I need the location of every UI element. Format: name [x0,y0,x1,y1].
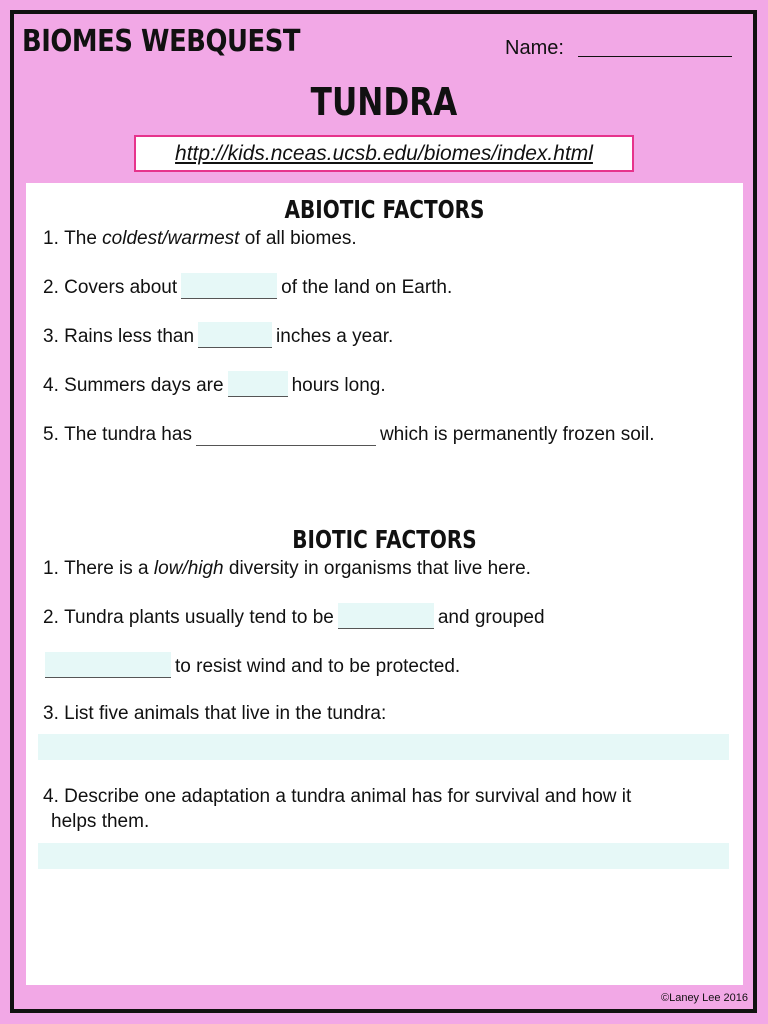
biotic-question-1 [43,558,531,580]
choice-text: low/high [153,558,224,579]
choice-text: coldest/warmest [102,228,240,249]
url-box [134,135,634,172]
question-text: and grouped [437,607,545,628]
question-text: Rains less than [64,326,195,347]
answer-blank[interactable] [198,322,272,348]
question-number: 5. [43,424,59,445]
question-number: 4. [43,375,59,396]
question-text: There is a [64,558,149,579]
question-text: helps them. [51,811,150,832]
abiotic-question-5 [43,420,655,446]
biome-link[interactable]: http://kids.nceas.ucsb.edu/biomes/index.html [175,141,593,165]
answer-field-adaptation[interactable] [38,843,729,869]
question-number: 3. [43,326,59,347]
question-text: hours long. [291,375,386,396]
biotic-heading: BIOTIC FACTORS [292,525,477,554]
question-number: 4. [43,786,59,807]
question-text: Describe one adaptation a tundra animal has for survival and how it [64,786,632,807]
question-text: The tundra has [64,424,192,445]
answer-blank[interactable] [196,420,376,446]
question-number: 2. [43,607,59,628]
biotic-question-3 [43,703,386,725]
questions-panel [26,183,743,985]
answer-blank[interactable] [228,371,288,397]
biotic-question-4-continued [51,811,149,833]
abiotic-question-2 [43,273,452,299]
question-text: Tundra plants usually tend to be [64,607,334,628]
question-text: diversity in organisms that live here. [228,558,531,579]
question-number: 1. [43,228,59,249]
question-text: Summers days are [64,375,224,396]
copyright-notice: ©Laney Lee 2016 [660,992,748,1004]
answer-blank[interactable] [45,652,171,678]
question-number: 1. [43,558,59,579]
biotic-question-2 [43,603,545,629]
worksheet-title: BIOMES WEBQUEST [22,24,301,59]
question-text: The [64,228,97,249]
question-text: which is permanently frozen soil. [379,424,655,445]
question-number: 3. [43,703,59,724]
abiotic-heading: ABIOTIC FACTORS [284,195,485,224]
question-text: List five animals that live in the tundra: [64,703,387,724]
question-text: inches a year. [276,326,394,347]
question-text: Covers about [64,277,178,298]
name-label: Name: [505,37,564,59]
biome-title: TUNDRA [310,80,458,124]
question-number: 2. [43,277,59,298]
abiotic-question-3 [43,322,393,348]
name-field[interactable] [578,56,732,57]
answer-blank[interactable] [181,273,277,299]
question-text: to resist wind and to be protected. [175,656,461,677]
biotic-question-2-continued [43,652,460,678]
abiotic-question-4 [43,371,386,397]
abiotic-question-1 [43,228,357,250]
question-text: of the land on Earth. [281,277,453,298]
answer-field-animals[interactable] [38,734,729,760]
question-text: of all biomes. [244,228,357,249]
answer-blank[interactable] [338,603,434,629]
biotic-question-4 [43,786,631,808]
